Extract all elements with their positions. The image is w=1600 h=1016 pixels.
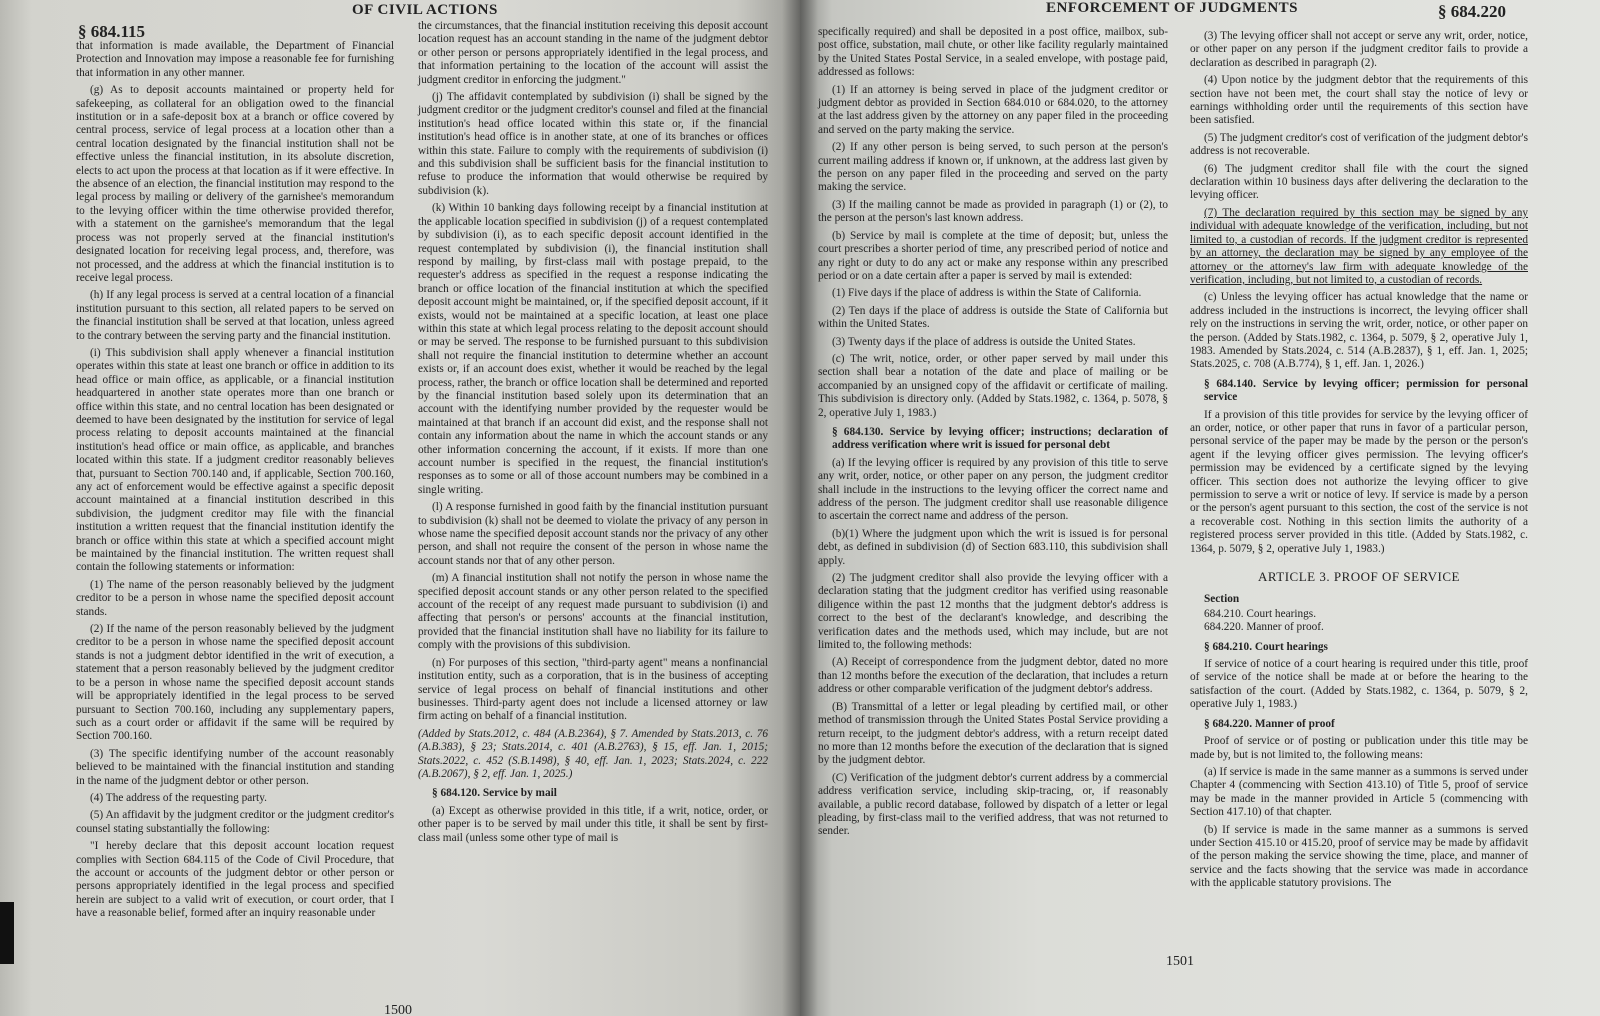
- paragraph: (j) The affidavit contemplated by subdivision (i) shall be signed by the judgment creditor or the judgment creditor's counsel and filed at the financial institution's head office located within this state or, if the financial institution's head office is in another state, at one of its branches or offices within this state. Failure to comply with the requirements of subdivision (i) and this subdivision shall be sufficient basis for the financial institution to refuse to produce the information that would otherwise be required by subdivision (k).: [418, 91, 768, 197]
- section-heading: § 684.220. Manner of proof: [1204, 717, 1335, 730]
- paragraph: (4) The address of the requesting party.: [90, 791, 267, 804]
- paragraph: (2) The judgment creditor shall also provide the levying officer with a declaration stating that the judgment creditor has verified using reasonable diligence within the past 12 months that the judgment debtor's address is correct to the best of the declarant's knowledge, and describing the verification dates and the methods used, which may include, but are not limited to, the following methods:: [818, 572, 1168, 652]
- section-list-heading: Section: [1204, 593, 1240, 606]
- section-heading: § 684.120. Service by mail: [432, 787, 557, 800]
- paragraph: (3) The specific identifying number of the account reasonably believed to be maintained with the financial institution and standing in the name of the judgment debtor or other person.: [76, 747, 394, 787]
- paragraph: (6) The judgment creditor shall file with the court the signed declaration within 10 business days after delivering the declaration to the levying officer.: [1190, 162, 1528, 202]
- paragraph: (1) Five days if the place of address is within the State of California.: [832, 287, 1142, 300]
- paragraph: (a) Except as otherwise provided in this title, if a writ, notice, order, or other paper is to be served by mail under this title, it shall be sent by first-class mail (unless some other type of mail is: [418, 804, 768, 844]
- paragraph: (b) Service by mail is complete at the time of deposit; but, unless the court prescribes a shorter period of time, any prescribed period of notice and any right or duty to do any act or make any response within any prescribed period or on a date certain after a paper is served by mail is extended:: [818, 229, 1168, 282]
- paragraph: (m) A financial institution shall not notify the person in whose name the specified deposit account stands or any other person related to the specified account of the receipt of any request made pursuant to subdivision (i) and affecting that person's or persons' accounts at the financial institution, provided that the financial institution shall have no liability for its failure to comply with the provisions of this subdivision.: [418, 572, 768, 652]
- paragraph: (1) The name of the person reasonably believed by the judgment creditor to be a person in whose name the specified deposit account stands.: [76, 578, 394, 618]
- paragraph: (Added by Stats.2012, c. 484 (A.B.2364), § 7. Amended by Stats.2013, c. 76 (A.B.383), § 23; Stats.2014, c. 401 (A.B.2763), § 15, eff. Jan. 1, 2015; Stats.2022, c. 452 (S.B.1498), § 40, eff. Jan. 1, 2023; Stats.2024, c. 222 (A.B.2067), § 2, eff. Jan. 1, 2025.): [418, 727, 768, 780]
- paragraph: "I hereby declare that this deposit account location request complies with Section 684.115 of the Code of Civil Procedure, that the account or accounts of the judgment debtor or other person or persons appropriately identified in the legal process and specified herein are subject to a valid writ of execution, or court order, that I have a reasonable belief, formed after an inquiry reasonable under: [76, 840, 394, 920]
- paragraph: (3) If the mailing cannot be made as provided in paragraph (1) or (2), to the person at the person's last known address.: [818, 198, 1168, 225]
- paragraph: (2) Ten days if the place of address is outside the State of California but within the United States.: [818, 304, 1168, 331]
- section-list-item: 684.220. Manner of proof.: [1204, 621, 1324, 634]
- paragraph: specifically required) and shall be deposited in a post office, mailbox, sub-post office, substation, mail chute, or other like facility regularly maintained by the United States Postal Service, in a sealed envelope, with postage paid, addressed as follows:: [818, 26, 1168, 79]
- paragraph: (5) An affidavit by the judgment creditor or the judgment creditor's counsel stating substantially the following:: [76, 809, 394, 835]
- paragraph: (1) If an attorney is being served in place of the judgment creditor or judgment debtor as provided in Section 684.010 or 684.020, to the attorney at the last address given by the attorney on any paper filed in the proceeding and served on the party making the service.: [818, 83, 1168, 136]
- left-column-2: [418, 20, 768, 849]
- section-heading: § 684.140. Service by levying officer; permission for personal service: [1204, 377, 1528, 404]
- paragraph: (g) As to deposit accounts maintained or property held for safekeeping, as collateral for an obligation owed to the financial institution or in a safe-deposit box at a branch or office covered by central process, service of legal process at a location other than a central location designated by the financial institution shall not be effective unless the financial institution, in its absolute discretion, elects to act upon the process at that location as if it were effective. In the absence of an election, the financial institution may respond to the legal process by mailing or delivery of the garnishee's memorandum to the levying officer within the time otherwise provided therefor, with a statement on the garnishee's memorandum that the legal process was not properly served at the financial institution's designated location for receiving legal process, and, therefore, was not processed, and the address at which the financial institution is to receive legal process.: [76, 84, 394, 284]
- left-column-1: [76, 40, 394, 925]
- paragraph: (3) The levying officer shall not accept or serve any writ, order, notice, or other paper on any person if the judgment creditor fails to provide a declaration as described in paragraph (2).: [1190, 30, 1528, 69]
- paragraph: (n) For purposes of this section, "third-party agent" means a nonfinancial institution entity, such as a corporation, that is in the business of accepting service of legal process on behalf of financial institutions and other businesses. Third-party agent does not include a licensed attorney or law firm acting on behalf of a financial institution.: [418, 656, 768, 723]
- paragraph: (7) The declaration required by this section may be signed by any individual with adequate knowledge of the verification, including, but not limited to, a custodian of records. If the judgment creditor is represented by an attorney, the declaration may be signed by any employee of the attorney or the attorney's law firm with adequate knowledge of the verification, including, but not limited to, a custodian of records.: [1190, 206, 1528, 286]
- paragraph: (c) The writ, notice, order, or other paper served by mail under this section shall bear a notation of the date and place of mailing or be accompanied by an unsigned copy of the affidavit or certificate of mailing. This subdivision is directory only. (Added by Stats.1982, c. 1364, p. 5078, § 2, operative July 1, 1983.): [818, 352, 1168, 419]
- paragraph: (3) Twenty days if the place of address is outside the United States.: [832, 335, 1136, 348]
- paragraph: (a) If service is made in the same manner as a summons is served under Chapter 4 (commencing with Section 413.10) of Title 5, proof of service may be made in the manner provided in Article 5 (commencing with Section 417.10) of that chapter.: [1190, 765, 1528, 819]
- paragraph: (C) Verification of the judgment debtor's current address by a commercial address verification service, including skip-tracing, or, if reasonably available, a public record database, followed by dispatch of a letter or legal pleading, by first-class mail to the verified address, that was not returned to sender.: [818, 771, 1168, 838]
- section-list-item: 684.210. Court hearings.: [1204, 607, 1317, 620]
- paragraph: (5) The judgment creditor's cost of verification of the judgment debtor's address is not recoverable.: [1190, 131, 1528, 158]
- paragraph: that information is made available, the Department of Financial Protection and Innovation may impose a reasonable fee for furnishing that information in any other manner.: [76, 40, 394, 79]
- left-page-number: 1500: [384, 1003, 412, 1016]
- paragraph: (A) Receipt of correspondence from the judgment debtor, dated no more than 12 months before the execution of the declaration, that includes a return address or other comparable verification of the judgment debtor's address.: [818, 656, 1168, 696]
- paragraph: (l) A response furnished in good faith by the financial institution pursuant to subdivision (k) shall not be deemed to violate the privacy of any person in whose name the specified deposit account stands nor the privacy of any other person, and shall not require the consent of the person in whose name the account stands nor that of any other person.: [418, 501, 768, 567]
- paragraph: (i) This subdivision shall apply whenever a financial institution operates within this state at least one branch or office in addition to its head office or main office, as applicable, or a financial institution headquartered in another state operates more than one branch or office within this state, and no central location has been designated or deemed to have been designated by the institution for service of legal process relating to deposit accounts maintained at the financial institution's head office or main office, as applicable, and branches located within this state. If a judgment creditor reasonably believes that, pursuant to Section 700.140 and, if applicable, Section 700.160, any act of enforcement would be effective against a specific deposit account maintained at a financial institution described in this subdivision, the judgment creditor may file with the financial institution a written request that the financial institution identify the branch or office within this state at which a specified account might be maintained by the financial institution. The written request shall contain the following statements or information:: [76, 346, 394, 574]
- right-column-2: [1190, 30, 1528, 895]
- right-page-number: 1501: [1166, 954, 1194, 969]
- paragraph: If service of notice of a court hearing is required under this title, proof of service of the notice shall be made at or before the hearing to the satisfaction of the court. (Added by Stats.1982, c. 1364, p. 5079, § 2, operative July 1, 1983.): [1190, 658, 1528, 711]
- paragraph: (h) If any legal process is served at a central location of a financial institution pursuant to this section, all related papers to be served on the financial institution shall be served at that location, unless agreed to the contrary between the serving party and the financial institution.: [76, 289, 394, 342]
- paragraph: (c) Unless the levying officer has actual knowledge that the name or address included in the instructions is incorrect, the levying officer shall rely on the instructions in serving the writ, order, notice, or other paper on the person. (Added by Stats.1982, c. 1364, p. 5079, § 2, operative July 1, 1983. Amended by Stats.2024, c. 514 (A.B.2837), § 1, eff. Jan. 1, 2025; Stats.2025, c. 708 (A.B.774), § 1, eff. Jan. 1, 2026.): [1190, 291, 1528, 371]
- paragraph: If a provision of this title provides for service by the levying officer of an order, notice, or other paper that runs in favor of a particular person, personal service of the paper may be made by the person or the person's agent if the levying officer gives permission. The levying officer's permission may be evidenced by a certificate signed by the levying officer. This section does not authorize the levying officer to give permission to serve a writ or notice of levy. If service is made by a person or the person's agent pursuant to this section, the cost of the service is not a recoverable cost. Nothing in this section limits the authority of a registered process server provided in this title. (Added by Stats.1982, c. 1364, p. 5079, § 2, operative July 1, 1983.): [1190, 408, 1528, 555]
- thumb-index-tab: [0, 902, 14, 964]
- paragraph: (b)(1) Where the judgment upon which the writ is issued is for personal debt, as defined in subdivision (d) of Section 683.110, this subdivision shall apply.: [818, 527, 1168, 567]
- left-page-section-header: § 684.115: [78, 22, 146, 41]
- right-page-running-head: ENFORCEMENT OF JUDGMENTS: [1046, 0, 1299, 16]
- paragraph: Proof of service or of posting or publication under this title may be made by, but is not limited to, the following means:: [1190, 735, 1528, 761]
- paragraph: (B) Transmittal of a letter or legal pleading by certified mail, or other method of transmission through the United States Postal Service providing a return receipt, to the judgment debtor's address, with a return receipt dated no more than 12 months before the execution of the declaration that is signed by the judgment debtor.: [818, 700, 1168, 767]
- paragraph: (b) If service is made in the same manner as a summons is served under Section 415.10 or 415.20, proof of service may be made by affidavit of the person making the service showing the time, place, and manner of service and the facts showing that the service was made in accordance with the applicable statutory provisions. The: [1190, 823, 1528, 890]
- paragraph: (2) If any other person is being served, to such person at the person's current mailing address if known or, if unknown, at the address last given by the person on any paper filed in the proceeding and served on the party making the service.: [818, 141, 1168, 194]
- article-heading: ARTICLE 3. PROOF OF SERVICE: [1257, 569, 1460, 585]
- section-heading: § 684.130. Service by levying officer; instructions; declaration of address verification where writ is issued for personal debt: [832, 425, 1168, 452]
- left-page-running-head: OF CIVIL ACTIONS: [352, 2, 498, 18]
- paragraph: (k) Within 10 banking days following receipt by a financial institution at the applicable location specified in subdivision (j) of a request contemplated by subdivision (i), as to each specific deposit account identified in the request contemplated by subdivision (i), the financial institution shall respond by mailing, by first-class mail with postage prepaid, to the requester's address as specified in the request a response indicating the branch or office location of the financial institution at which the specified deposit account might be maintained, or, if the specified deposit account, if it exists, would not be maintained at a specific location, at least one place within this state at which legal process relating to the deposit account should or may be served. The response to be furnished pursuant to this subdivision shall not require the financial institution to determine whether an account exists or, if an account does exist, whether it would be reached by the legal process, rather, the branch or office location shall be determined and reported by the financial institution based solely upon its determination that an account with the identifying number provided by the requester would be maintained at that branch if an account did exist, and the response shall not contain any information about the name in which the account stands or any other information concerning the account, if it exists. If more than one account number is specified in the request, the financial institution's responses as to some or all of those account numbers may be combined in a single writing.: [418, 202, 768, 496]
- right-column-1: [818, 26, 1168, 843]
- right-page: [800, 0, 1600, 1016]
- right-page-section-header: § 684.220: [1438, 2, 1506, 21]
- paragraph: (4) Upon notice by the judgment debtor that the requirements of this section have not been met, the court shall stay the notice of levy or earnings withholding order until the requirements of this section have been satisfied.: [1190, 74, 1528, 127]
- section-heading: § 684.210. Court hearings: [1204, 640, 1328, 653]
- paragraph: the circumstances, that the financial institution receiving this deposit account location request has an account standing in the name of the judgment debtor or other person or persons appropriately identified in the legal process, and that information pertaining to the location of the account will assist the judgment creditor in enforcing the judgment.": [418, 20, 768, 86]
- paragraph: (2) If the name of the person reasonably believed by the judgment creditor to be a person in whose name the specified deposit account stands is not a judgment debtor identified in the writ of execution, a statement that a person reasonably believed by the judgment creditor to be a person in whose name the specified deposit account stands will be appropriately identified in the legal process to be served pursuant to Section 700.160, including any supplementary papers, such as a court order or affidavit if the same will be required by Section 700.160.: [76, 623, 394, 743]
- paragraph: (a) If the levying officer is required by any provision of this title to serve any writ, order, notice, or other paper on any person, the judgment creditor shall include in the instructions to the levying officer the correct name and address of the person. The judgment creditor shall use reasonable diligence to ascertain the correct name and address of the person.: [818, 456, 1168, 523]
